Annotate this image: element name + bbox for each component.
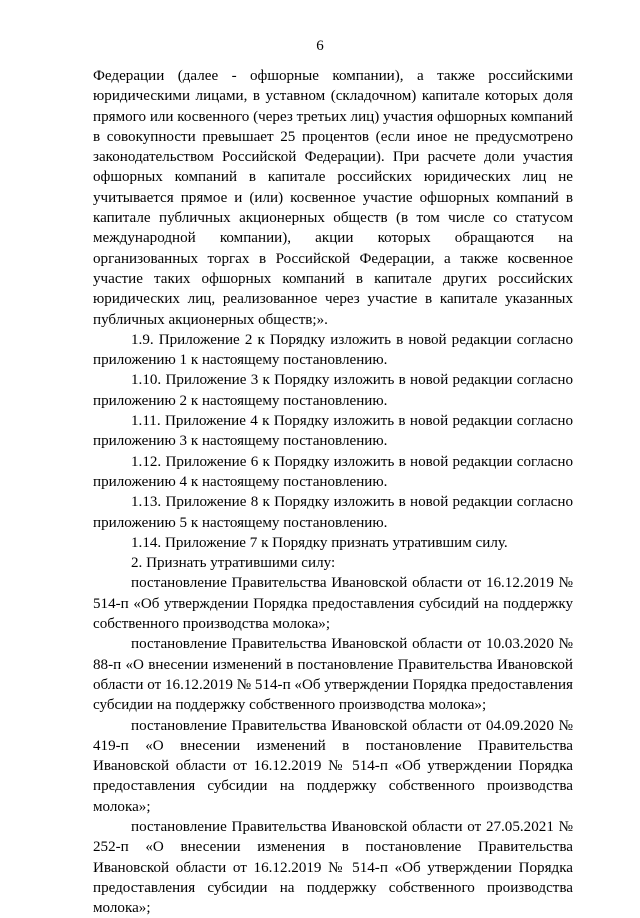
paragraph-item-1-10: 1.10. Приложение 3 к Порядку изложить в новой редакции согласно приложению 2 к настоящему постановлению. [93,372,573,409]
paragraph-repealed-514p: постановление Правительства Ивановской области от 16.12.2019 № 514-п «Об утверждении Порядка предоставления субсидий на поддержку собственного производства молока»; [93,575,573,633]
page-number: 6 [316,38,324,54]
paragraph-repealed-252p: постановление Правительства Ивановской области от 27.05.2021 № 252-п «О внесении изменения в постановление Правительства Ивановской области от 16.12.2019 № 514-п «Об утверждении Порядка предоставления субсидии на поддержку собственного производства молока»; [93,818,573,917]
document-body [93,66,573,918]
paragraph-repealed-88p: постановление Правительства Ивановской области от 10.03.2020 № 88-п «О внесении изменений в постановление Правительства Ивановской области от 16.12.2019 № 514-п «Об утверждении Порядка предоставления субсидии на поддержку собственного производства молока»; [93,636,573,714]
paragraph-item-1-9: 1.9. Приложение 2 к Порядку изложить в новой редакции согласно приложению 1 к настоящему постановлению. [93,331,573,369]
paragraph-offshore-continuation: Федерации (далее - офшорные компании), а также российскими юридическими лицами, в уставном (складочном) капитале которых доля прямого или косвенного (через третьих лиц) участия офшорных компаний в совокупности превышает 25 процентов (если иное не предусмотрено законодательством Российской Федерации). При расчете доли участия офшорных компаний в капитале российских юридических лиц не учитывается прямое и (или) косвенное участие офшорных компаний в капитале публичных акционерных обществ (в том числе со статусом международной компании), акции которых обращаются на организованных торгах в Российской Федерации, а также косвенное участие таких офшорных компаний в капитале других российских юридических лиц, реализованное через участие в капитале указанных публичных акционерных обществ;». [93,68,573,328]
paragraph-item-2: 2. Признать утратившими силу: [131,555,336,572]
paragraph-item-1-13: 1.13. Приложение 8 к Порядку изложить в новой редакции согласно приложению 5 к настоящему постановлению. [93,494,573,531]
paragraph-item-1-11: 1.11. Приложение 4 к Порядку изложить в новой редакции согласно приложению 3 к настоящему постановлению. [93,413,573,450]
paragraph-item-1-14: 1.14. Приложение 7 к Порядку признать утратившим силу. [131,534,508,551]
paragraph-item-1-12: 1.12. Приложение 6 к Порядку изложить в новой редакции согласно приложению 4 к настоящему постановлению. [93,453,573,490]
paragraph-repealed-419p: постановление Правительства Ивановской области от 04.09.2020 № 419-п «О внесении изменений в постановление Правительства Ивановской области от 16.12.2019 № 514-п «Об утверждении Порядка предоставления субсидии на поддержку собственного производства молока»; [93,717,573,815]
